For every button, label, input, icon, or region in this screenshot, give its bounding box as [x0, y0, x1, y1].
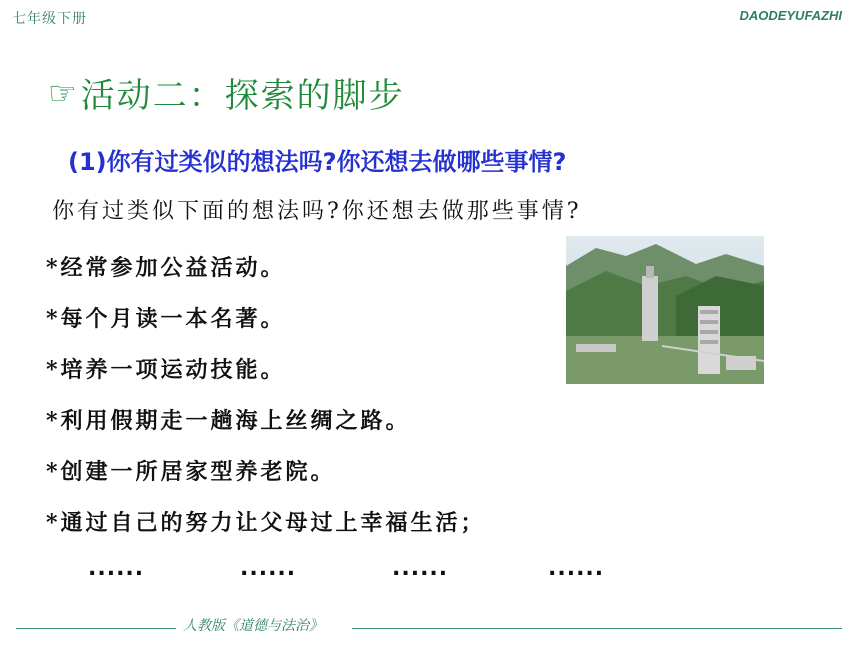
landscape-image: [566, 236, 764, 384]
activity-title: [48, 68, 405, 117]
ellipsis: ......: [240, 556, 297, 581]
footer-divider-right: [352, 628, 842, 629]
list-item: *每个月读一本名著。: [46, 306, 286, 332]
ellipsis: ......: [392, 556, 449, 581]
list-item: *利用假期走一趟海上丝绸之路。: [46, 408, 411, 434]
grade-label: 七年级下册: [12, 11, 87, 27]
ellipsis: ......: [88, 556, 145, 581]
title-text: 活动二：探索的脚步: [80, 76, 405, 116]
subquestion: 你有过类似下面的想法吗?你还想去做那些事情?: [52, 199, 582, 224]
list-item: *创建一所居家型养老院。: [46, 459, 336, 485]
pointing-hand-icon: ☞: [48, 73, 77, 112]
idea-list: [46, 250, 486, 556]
ellipsis: ......: [548, 556, 605, 581]
footer-text: 人教版《道德与法治》: [183, 618, 323, 634]
question-heading: (1)你有过类似的想法吗?你还想去做哪些事情?: [68, 148, 567, 176]
footer-divider-left: [16, 628, 176, 629]
list-item: *通过自己的努力让父母过上幸福生活；: [46, 510, 486, 536]
list-item: *经常参加公益活动。: [46, 255, 286, 281]
list-item: *培养一项运动技能。: [46, 357, 286, 383]
launch-site-photo: [566, 236, 764, 384]
course-label: DAODEYUFAZHI: [739, 8, 842, 23]
